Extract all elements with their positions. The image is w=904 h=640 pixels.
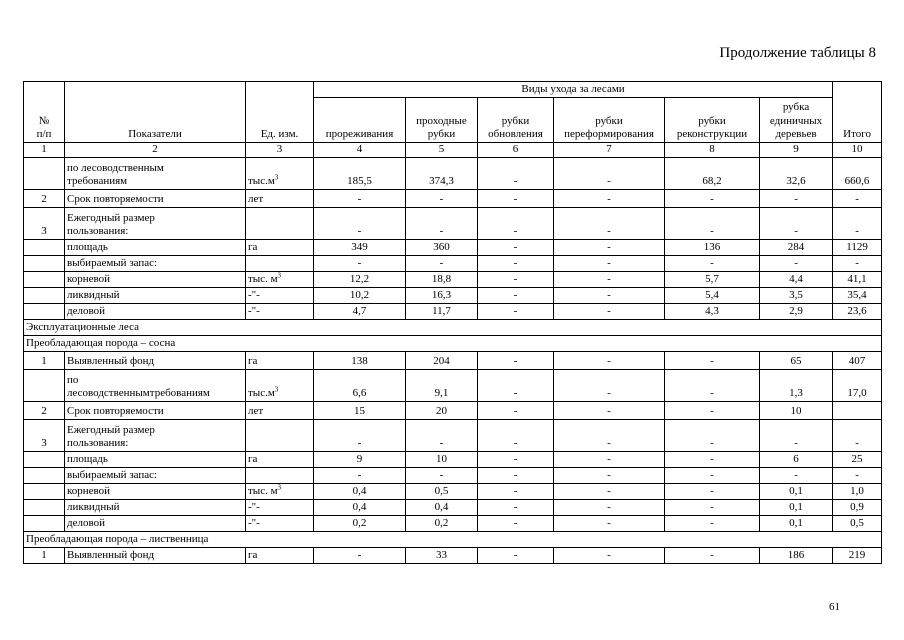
row-value: 9 xyxy=(314,452,406,468)
row-indicator: корневой xyxy=(65,484,246,500)
row-value: - xyxy=(760,256,833,272)
row-value: - xyxy=(314,468,406,484)
row-value: 15 xyxy=(314,402,406,420)
row-value: 6,6 xyxy=(314,370,406,402)
header-unit: Ед. изм. xyxy=(246,82,314,143)
table-row xyxy=(24,484,882,500)
row-value: - xyxy=(554,190,665,208)
row-number: 1 xyxy=(24,548,65,564)
row-value: - xyxy=(665,516,760,532)
row-value: - xyxy=(554,240,665,256)
row-indicator: по лесоводственнымтребованиям xyxy=(65,370,246,402)
unit-superscript: 3 xyxy=(274,385,279,394)
row-value: 68,2 xyxy=(665,158,760,190)
row-value: 0,4 xyxy=(406,500,478,516)
row-indicator: ликвидный xyxy=(65,288,246,304)
row-value: 0,1 xyxy=(760,516,833,532)
row-indicator: корневой xyxy=(65,272,246,288)
unit-superscript: 3 xyxy=(277,271,282,280)
row-value: - xyxy=(665,500,760,516)
row-value: - xyxy=(478,370,554,402)
row-value: - xyxy=(833,190,882,208)
column-number: 10 xyxy=(833,143,882,158)
row-value: - xyxy=(478,484,554,500)
row-value: - xyxy=(554,468,665,484)
row-unit: -"- xyxy=(246,304,314,320)
table-row xyxy=(24,370,882,402)
section-title: Эксплуатационные леса xyxy=(24,320,882,336)
row-value: 0,1 xyxy=(760,484,833,500)
row-value: - xyxy=(554,370,665,402)
row-value: 12,2 xyxy=(314,272,406,288)
row-unit xyxy=(246,420,314,452)
row-value: 17,0 xyxy=(833,370,882,402)
row-value: - xyxy=(665,548,760,564)
row-value: 1,0 xyxy=(833,484,882,500)
row-indicator: Ежегодный размер пользования: xyxy=(65,420,246,452)
row-value: - xyxy=(478,190,554,208)
row-indicator: Срок повторяемости xyxy=(65,190,246,208)
row-number xyxy=(24,240,65,256)
row-value: 4,4 xyxy=(760,272,833,288)
row-unit xyxy=(246,468,314,484)
row-value: - xyxy=(314,548,406,564)
row-value: 660,6 xyxy=(833,158,882,190)
row-value: 349 xyxy=(314,240,406,256)
row-value: 4,3 xyxy=(665,304,760,320)
row-value: 0,4 xyxy=(314,500,406,516)
unit-superscript: 3 xyxy=(277,483,282,492)
row-value: - xyxy=(665,370,760,402)
row-value: - xyxy=(554,452,665,468)
row-value: 32,6 xyxy=(760,158,833,190)
row-value: 407 xyxy=(833,352,882,370)
column-number: 5 xyxy=(406,143,478,158)
row-value: - xyxy=(665,420,760,452)
table-row xyxy=(24,420,882,452)
row-value: - xyxy=(478,402,554,420)
table-row xyxy=(24,158,882,190)
row-value: 136 xyxy=(665,240,760,256)
row-unit xyxy=(246,256,314,272)
table-row xyxy=(24,272,882,288)
table-row xyxy=(24,256,882,272)
column-number: 1 xyxy=(24,143,65,158)
page-number: 61 xyxy=(829,601,840,613)
row-value: 360 xyxy=(406,240,478,256)
table-row xyxy=(24,240,882,256)
table-row xyxy=(24,190,882,208)
section-title: Преобладающая порода – лиственница xyxy=(24,532,882,548)
column-number: 2 xyxy=(65,143,246,158)
row-value: - xyxy=(406,256,478,272)
row-value: 10 xyxy=(406,452,478,468)
row-value: - xyxy=(665,484,760,500)
row-value: - xyxy=(554,158,665,190)
row-value: 6 xyxy=(760,452,833,468)
row-value: - xyxy=(478,548,554,564)
row-value: - xyxy=(406,420,478,452)
row-value: 9,1 xyxy=(406,370,478,402)
row-number xyxy=(24,272,65,288)
row-number xyxy=(24,500,65,516)
row-unit: $тыс.м^3$ xyxy=(246,370,314,402)
row-value: 0,9 xyxy=(833,500,882,516)
row-number xyxy=(24,158,65,190)
row-value: - xyxy=(314,208,406,240)
header-number: № п/п xyxy=(24,82,65,143)
row-value: 25 xyxy=(833,452,882,468)
table-row xyxy=(24,352,882,370)
header-group: Виды ухода за лесами xyxy=(314,82,833,98)
row-indicator: деловой xyxy=(65,516,246,532)
column-number: 4 xyxy=(314,143,406,158)
row-value: 204 xyxy=(406,352,478,370)
row-value: - xyxy=(760,190,833,208)
row-value: 0,2 xyxy=(406,516,478,532)
row-number: 2 xyxy=(24,190,65,208)
row-unit xyxy=(246,208,314,240)
row-number xyxy=(24,516,65,532)
row-value: - xyxy=(314,420,406,452)
row-value: - xyxy=(665,208,760,240)
section-row xyxy=(24,532,882,548)
table-row xyxy=(24,500,882,516)
row-unit: $тыс.м^3$ xyxy=(246,158,314,190)
row-value: 35,4 xyxy=(833,288,882,304)
row-value: - xyxy=(554,208,665,240)
header-indicators: Показатели xyxy=(65,82,246,143)
row-value xyxy=(833,402,882,420)
row-value: 18,8 xyxy=(406,272,478,288)
row-value: - xyxy=(478,452,554,468)
row-value: - xyxy=(478,240,554,256)
row-unit: -"- xyxy=(246,288,314,304)
row-value: 1129 xyxy=(833,240,882,256)
row-value: 185,5 xyxy=(314,158,406,190)
column-number: 3 xyxy=(246,143,314,158)
table-row xyxy=(24,402,882,420)
row-value: - xyxy=(478,468,554,484)
table-row xyxy=(24,288,882,304)
row-unit: -"- xyxy=(246,500,314,516)
row-value: - xyxy=(554,304,665,320)
row-value: 20 xyxy=(406,402,478,420)
row-indicator: Выявленный фонд xyxy=(65,548,246,564)
row-value: - xyxy=(554,500,665,516)
row-number xyxy=(24,484,65,500)
row-value: - xyxy=(665,402,760,420)
row-value: - xyxy=(478,272,554,288)
row-value: 0,1 xyxy=(760,500,833,516)
row-value: - xyxy=(406,468,478,484)
unit-superscript: 3 xyxy=(274,173,279,182)
row-value: - xyxy=(478,516,554,532)
row-number: 3 xyxy=(24,208,65,240)
row-value: - xyxy=(314,256,406,272)
header-col-9: рубка единичных деревьев xyxy=(760,98,833,143)
row-value: - xyxy=(478,256,554,272)
row-value: - xyxy=(478,158,554,190)
row-value: - xyxy=(554,484,665,500)
row-value: - xyxy=(665,352,760,370)
row-value: 0,5 xyxy=(406,484,478,500)
row-unit: тыс. $м^3$ xyxy=(246,272,314,288)
row-value: 23,6 xyxy=(833,304,882,320)
column-number: 6 xyxy=(478,143,554,158)
row-value: 138 xyxy=(314,352,406,370)
row-indicator: площадь xyxy=(65,240,246,256)
header-col-8: рубки реконструкции xyxy=(665,98,760,143)
table-row xyxy=(24,468,882,484)
row-value: 186 xyxy=(760,548,833,564)
row-value: - xyxy=(665,190,760,208)
row-value: - xyxy=(478,500,554,516)
row-value: 33 xyxy=(406,548,478,564)
row-indicator: ликвидный xyxy=(65,500,246,516)
row-number: 1 xyxy=(24,352,65,370)
table-row xyxy=(24,548,882,564)
table-row xyxy=(24,516,882,532)
column-number: 9 xyxy=(760,143,833,158)
row-indicator: по лесоводственным требованиям xyxy=(65,158,246,190)
row-value: 2,9 xyxy=(760,304,833,320)
section-row xyxy=(24,320,882,336)
row-value: 5,7 xyxy=(665,272,760,288)
row-indicator: Ежегодный размер пользования: xyxy=(65,208,246,240)
row-indicator: деловой xyxy=(65,304,246,320)
table-row xyxy=(24,452,882,468)
section-title: Преобладающая порода – сосна xyxy=(24,336,882,352)
row-value: 284 xyxy=(760,240,833,256)
row-value: - xyxy=(478,420,554,452)
row-value: 10,2 xyxy=(314,288,406,304)
row-unit: га xyxy=(246,240,314,256)
header-col-5: проходные рубки xyxy=(406,98,478,143)
header-total: Итого xyxy=(833,82,882,143)
row-unit: га xyxy=(246,452,314,468)
row-value: - xyxy=(833,420,882,452)
row-value: - xyxy=(478,304,554,320)
row-value: 16,3 xyxy=(406,288,478,304)
row-value: - xyxy=(314,190,406,208)
row-value: - xyxy=(760,208,833,240)
row-number: 2 xyxy=(24,402,65,420)
row-value: 0,4 xyxy=(314,484,406,500)
row-value: - xyxy=(833,468,882,484)
column-number: 8 xyxy=(665,143,760,158)
row-value: - xyxy=(833,208,882,240)
row-value: 10 xyxy=(760,402,833,420)
row-value: - xyxy=(554,352,665,370)
row-value: 3,5 xyxy=(760,288,833,304)
header-col-6: рубки обновления xyxy=(478,98,554,143)
row-value: - xyxy=(478,208,554,240)
row-value: 41,1 xyxy=(833,272,882,288)
row-value: - xyxy=(554,402,665,420)
row-number: 3 xyxy=(24,420,65,452)
row-number xyxy=(24,452,65,468)
column-number: 7 xyxy=(554,143,665,158)
row-indicator: выбираемый запас: xyxy=(65,468,246,484)
row-value: - xyxy=(554,272,665,288)
forest-care-table xyxy=(23,81,882,564)
row-value: - xyxy=(478,288,554,304)
row-number xyxy=(24,304,65,320)
row-value: - xyxy=(665,468,760,484)
row-value: 0,2 xyxy=(314,516,406,532)
row-indicator: выбираемый запас: xyxy=(65,256,246,272)
header-col-4: прореживания xyxy=(314,98,406,143)
row-number xyxy=(24,288,65,304)
row-value: 65 xyxy=(760,352,833,370)
row-value: - xyxy=(833,256,882,272)
row-value: - xyxy=(760,468,833,484)
row-indicator: площадь xyxy=(65,452,246,468)
row-value: 219 xyxy=(833,548,882,564)
row-indicator: Выявленный фонд xyxy=(65,352,246,370)
row-number xyxy=(24,370,65,402)
row-number xyxy=(24,468,65,484)
table-caption: Продолжение таблицы 8 xyxy=(719,45,876,61)
row-value: 374,3 xyxy=(406,158,478,190)
row-indicator: Срок повторяемости xyxy=(65,402,246,420)
row-value: - xyxy=(554,288,665,304)
row-number xyxy=(24,256,65,272)
section-row xyxy=(24,336,882,352)
row-value: 0,5 xyxy=(833,516,882,532)
row-value: - xyxy=(554,516,665,532)
table-row xyxy=(24,208,882,240)
header-col-7: рубки переформирования xyxy=(554,98,665,143)
row-unit: га xyxy=(246,548,314,564)
row-value: - xyxy=(554,256,665,272)
row-unit: лет xyxy=(246,190,314,208)
row-value: - xyxy=(406,208,478,240)
row-value: - xyxy=(554,548,665,564)
row-value: - xyxy=(760,420,833,452)
row-value: 4,7 xyxy=(314,304,406,320)
row-value: - xyxy=(554,420,665,452)
table-row xyxy=(24,304,882,320)
row-unit: га xyxy=(246,352,314,370)
row-value: - xyxy=(478,352,554,370)
row-unit: -"- xyxy=(246,516,314,532)
row-value: - xyxy=(665,256,760,272)
row-value: 1,3 xyxy=(760,370,833,402)
row-unit: тыс. $м^3$ xyxy=(246,484,314,500)
row-value: - xyxy=(665,452,760,468)
row-unit: лет xyxy=(246,402,314,420)
row-value: - xyxy=(406,190,478,208)
row-value: 5,4 xyxy=(665,288,760,304)
row-value: 11,7 xyxy=(406,304,478,320)
